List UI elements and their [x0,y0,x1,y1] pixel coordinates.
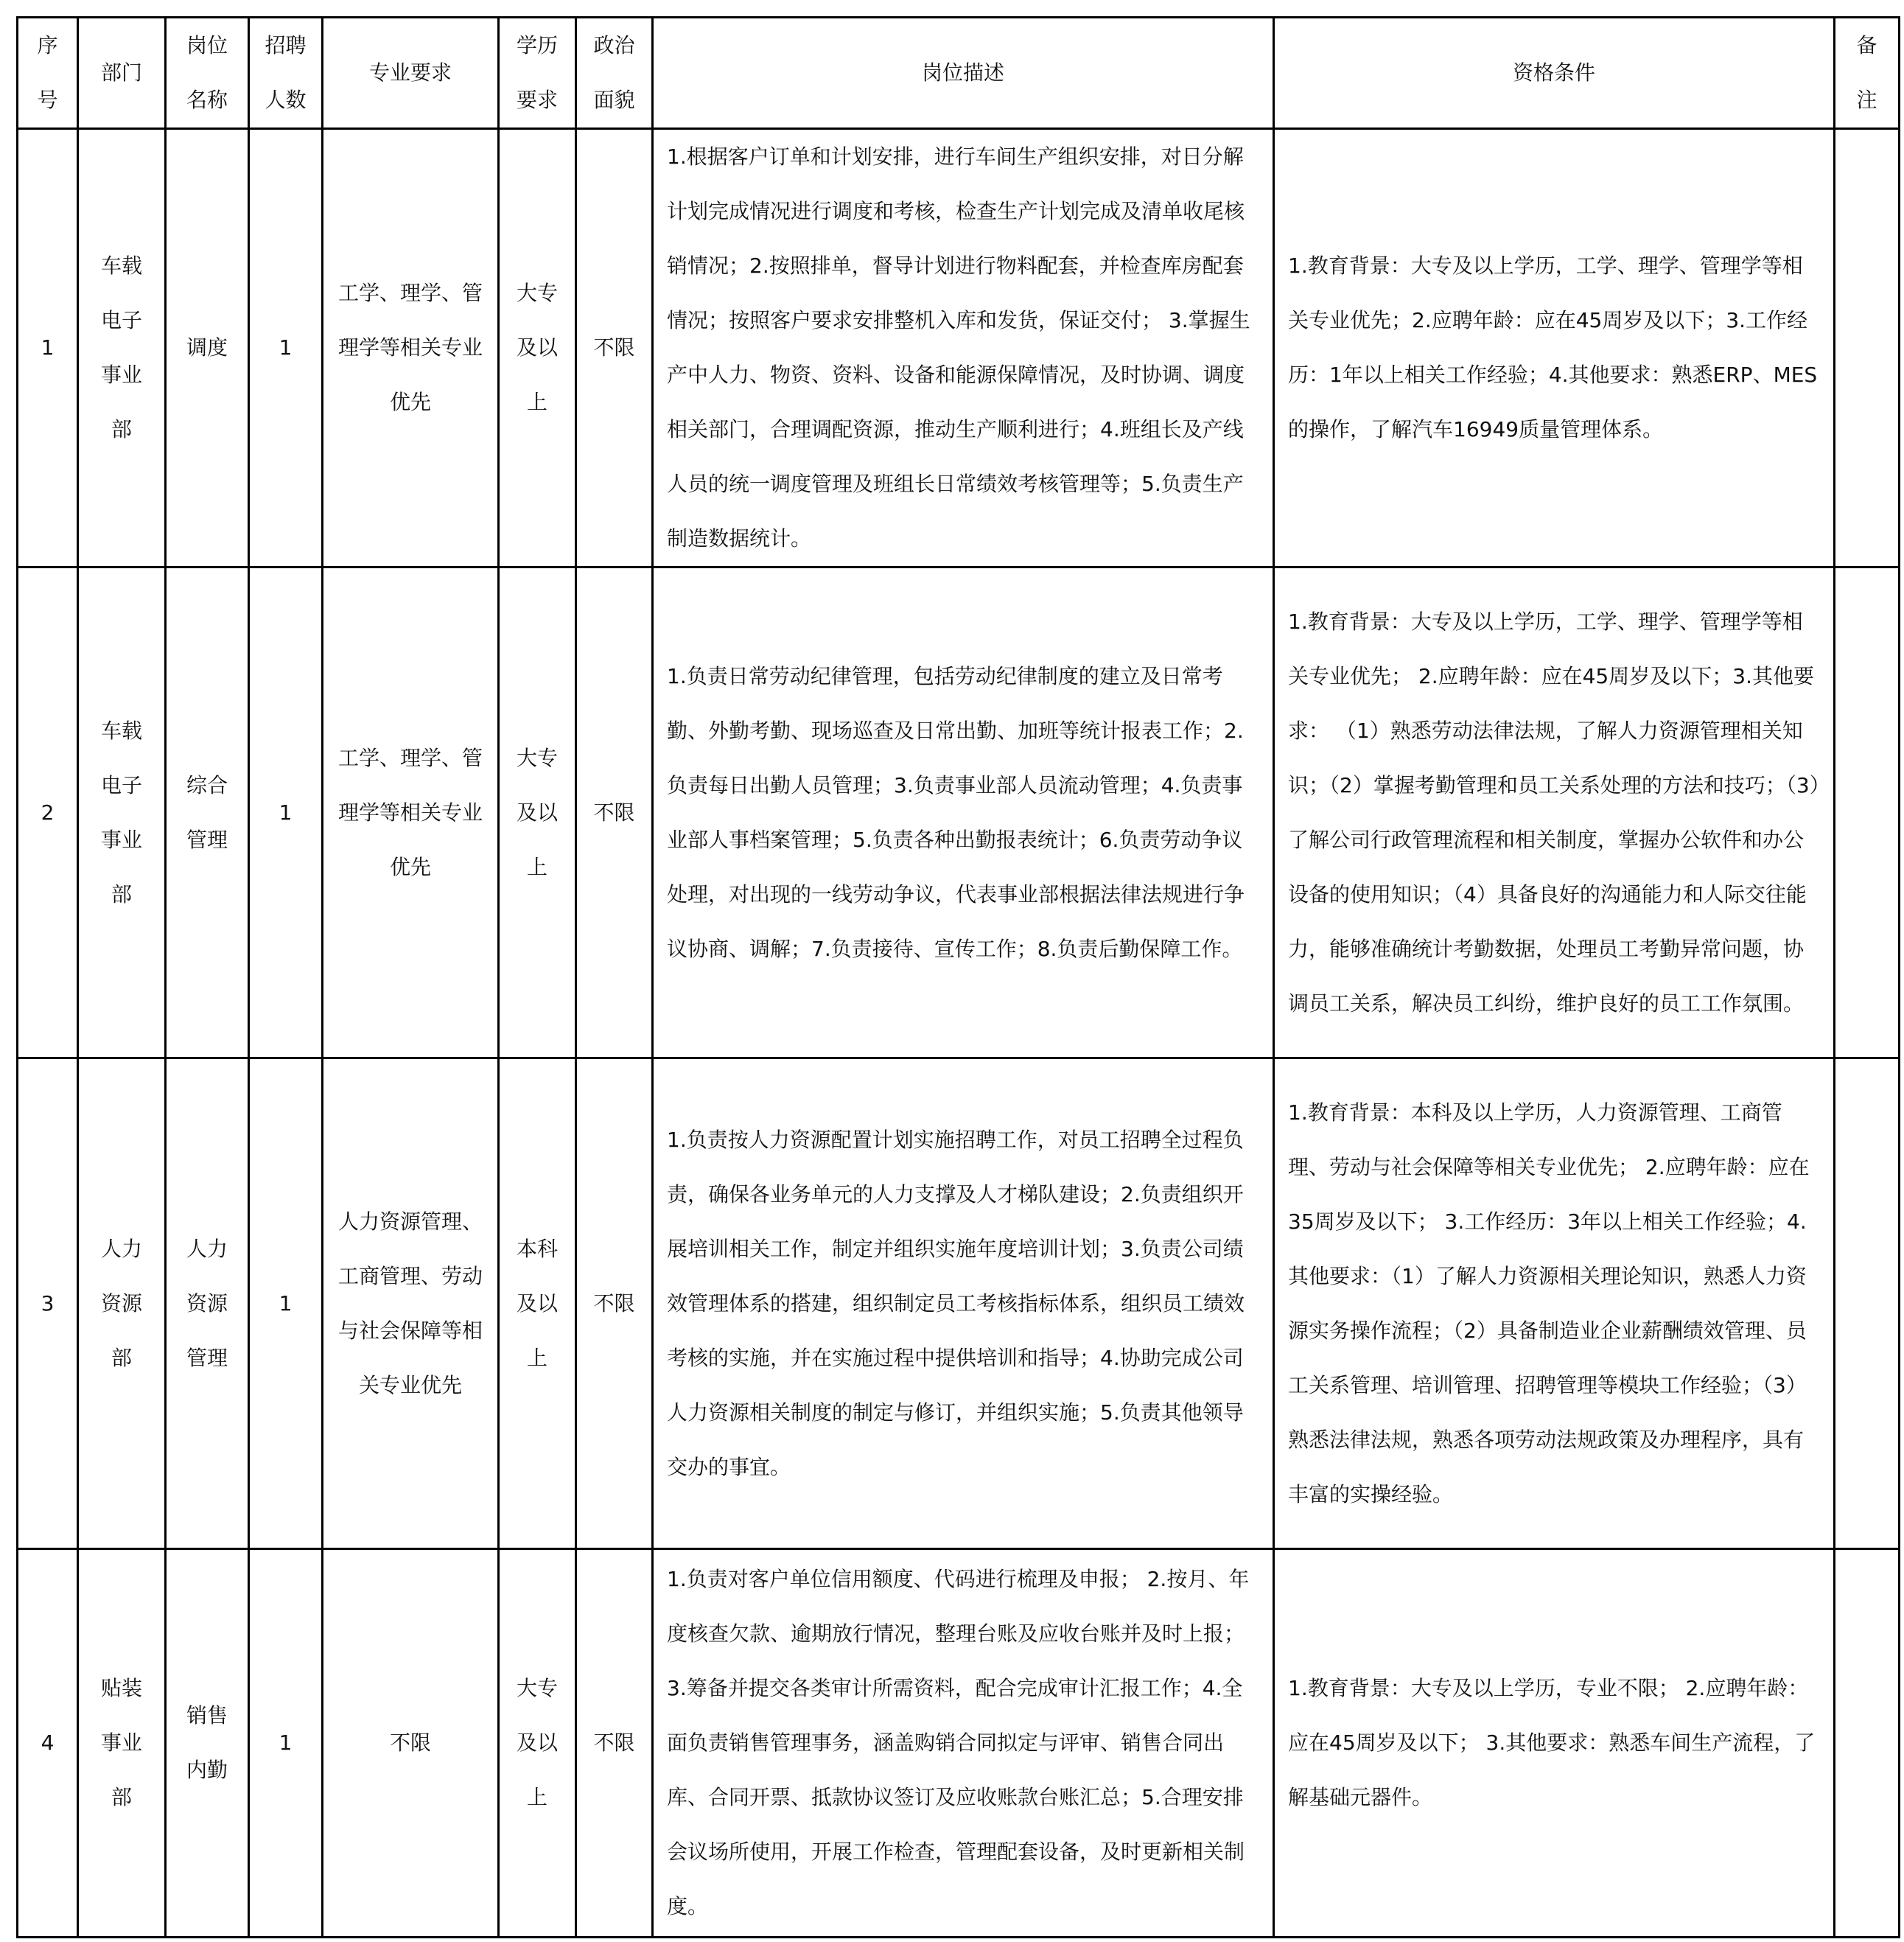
header-political: 政治面貌 [576,18,653,129]
cell-desc: 1.负责按人力资源配置计划实施招聘工作，对员工招聘全过程负责，确保各业务单元的人力支撑及人才梯队建设；2.负责组织开展培训相关工作，制定并组织实施年度培训计划；3.负责公司绩效管理体系的搭建，组织制定员工考核指标体系，组织员工绩效考核的实施，并在实施过程中提供培训和指导；4.协助完成公司人力资源相关制度的制定与修订，并组织实施；5.负责其他领导交办的事宜。 [653,1058,1274,1549]
cell-position: 销售内勤 [166,1549,249,1938]
header-remark: 备注 [1835,18,1900,129]
cell-dept: 车载电子事业部 [78,567,166,1058]
cell-count: 1 [249,1549,323,1938]
cell-seq: 1 [18,129,78,567]
cell-political: 不限 [576,567,653,1058]
header-position: 岗位名称 [166,18,249,129]
cell-edu: 大专及以上 [499,567,576,1058]
cell-edu: 大专及以上 [499,1549,576,1938]
cell-remark [1835,1058,1900,1549]
cell-qual: 1.教育背景：本科及以上学历，人力资源管理、工商管理、劳动与社会保障等相关专业优先； 2.应聘年龄：应在35周岁及以下； 3.工作经历：3年以上相关工作经验；4.其他要求：（1）了解人力资源相关理论知识，熟悉人力资源实务操作流程；（2）具备制造业企业薪酬绩效管理、员工关系管理、培训管理、招聘管理等模块工作经验；（3）熟悉法律法规，熟悉各项劳动法规政策及办理程序，具有丰富的实操经验。 [1274,1058,1835,1549]
cell-dept: 车载电子事业部 [78,129,166,567]
cell-seq: 3 [18,1058,78,1549]
header-row [18,18,1900,129]
cell-major: 工学、理学、管理学等相关专业优先 [323,129,499,567]
recruitment-table [16,16,1900,1938]
cell-dept: 人力资源部 [78,1058,166,1549]
cell-remark [1835,1549,1900,1938]
cell-edu: 本科及以上 [499,1058,576,1549]
cell-political: 不限 [576,1549,653,1938]
cell-major: 人力资源管理、工商管理、劳动与社会保障等相关专业优先 [323,1058,499,1549]
cell-remark [1835,129,1900,567]
cell-qual: 1.教育背景：大专及以上学历，专业不限； 2.应聘年龄：应在45周岁及以下； 3.其他要求：熟悉车间生产流程，了解基础元器件。 [1274,1549,1835,1938]
cell-seq: 2 [18,567,78,1058]
cell-major: 工学、理学、管理学等相关专业优先 [323,567,499,1058]
cell-seq: 4 [18,1549,78,1938]
header-seq: 序号 [18,18,78,129]
header-major: 专业要求 [323,18,499,129]
cell-qual: 1.教育背景：大专及以上学历，工学、理学、管理学等相关专业优先； 2.应聘年龄：应在45周岁及以下；3.其他要求： （1）熟悉劳动法律法规，了解人力资源管理相关知识；（2）掌握考勤管理和员工关系处理的方法和技巧；（3）了解公司行政管理流程和相关制度，掌握办公软件和办公设备的使用知识；（4）具备良好的沟通能力和人际交往能力，能够准确统计考勤数据，处理员工考勤异常问题，协调员工关系，解决员工纠纷，维护良好的员工工作氛围。 [1274,567,1835,1058]
table-row [18,1549,1900,1938]
header-count: 招聘人数 [249,18,323,129]
cell-desc: 1.根据客户订单和计划安排，进行车间生产组织安排，对日分解计划完成情况进行调度和考核，检查生产计划完成及清单收尾核销情况；2.按照排单，督导计划进行物料配套，并检查库房配套情况；按照客户要求安排整机入库和发货，保证交付； 3.掌握生产中人力、物资、资料、设备和能源保障情况，及时协调、调度相关部门，合理调配资源，推动生产顺利进行；4.班组长及产线人员的统一调度管理及班组长日常绩效考核管理等；5.负责生产制造数据统计。 [653,129,1274,567]
table-row [18,129,1900,567]
cell-count: 1 [249,1058,323,1549]
cell-edu: 大专及以上 [499,129,576,567]
cell-position: 综合管理 [166,567,249,1058]
cell-political: 不限 [576,129,653,567]
header-edu: 学历要求 [499,18,576,129]
cell-qual: 1.教育背景：大专及以上学历，工学、理学、管理学等相关专业优先；2.应聘年龄：应在45周岁及以下；3.工作经历：1年以上相关工作经验；4.其他要求：熟悉ERP、MES的操作，了解汽车16949质量管理体系。 [1274,129,1835,567]
cell-position: 人力资源管理 [166,1058,249,1549]
cell-major: 不限 [323,1549,499,1938]
table-row [18,1058,1900,1549]
table-row [18,567,1900,1058]
header-desc: 岗位描述 [653,18,1274,129]
cell-desc: 1.负责日常劳动纪律管理，包括劳动纪律制度的建立及日常考勤、外勤考勤、现场巡查及日常出勤、加班等统计报表工作；2.负责每日出勤人员管理；3.负责事业部人员流动管理；4.负责事业部人事档案管理；5.负责各种出勤报表统计；6.负责劳动争议处理，对出现的一线劳动争议，代表事业部根据法律法规进行争议协商、调解；7.负责接待、宣传工作；8.负责后勤保障工作。 [653,567,1274,1058]
header-qual: 资格条件 [1274,18,1835,129]
cell-count: 1 [249,567,323,1058]
header-dept: 部门 [78,18,166,129]
cell-count: 1 [249,129,323,567]
cell-political: 不限 [576,1058,653,1549]
cell-dept: 贴装事业部 [78,1549,166,1938]
cell-desc: 1.负责对客户单位信用额度、代码进行梳理及申报； 2.按月、年度核查欠款、逾期放行情况，整理台账及应收台账并及时上报； 3.筹备并提交各类审计所需资料，配合完成审计汇报工作；4.全面负责销售管理事务，涵盖购销合同拟定与评审、销售合同出库、合同开票、抵款协议签订及应收账款台账汇总；5.合理安排会议场所使用，开展工作检查，管理配套设备，及时更新相关制度。 [653,1549,1274,1938]
cell-position: 调度 [166,129,249,567]
cell-remark [1835,567,1900,1058]
